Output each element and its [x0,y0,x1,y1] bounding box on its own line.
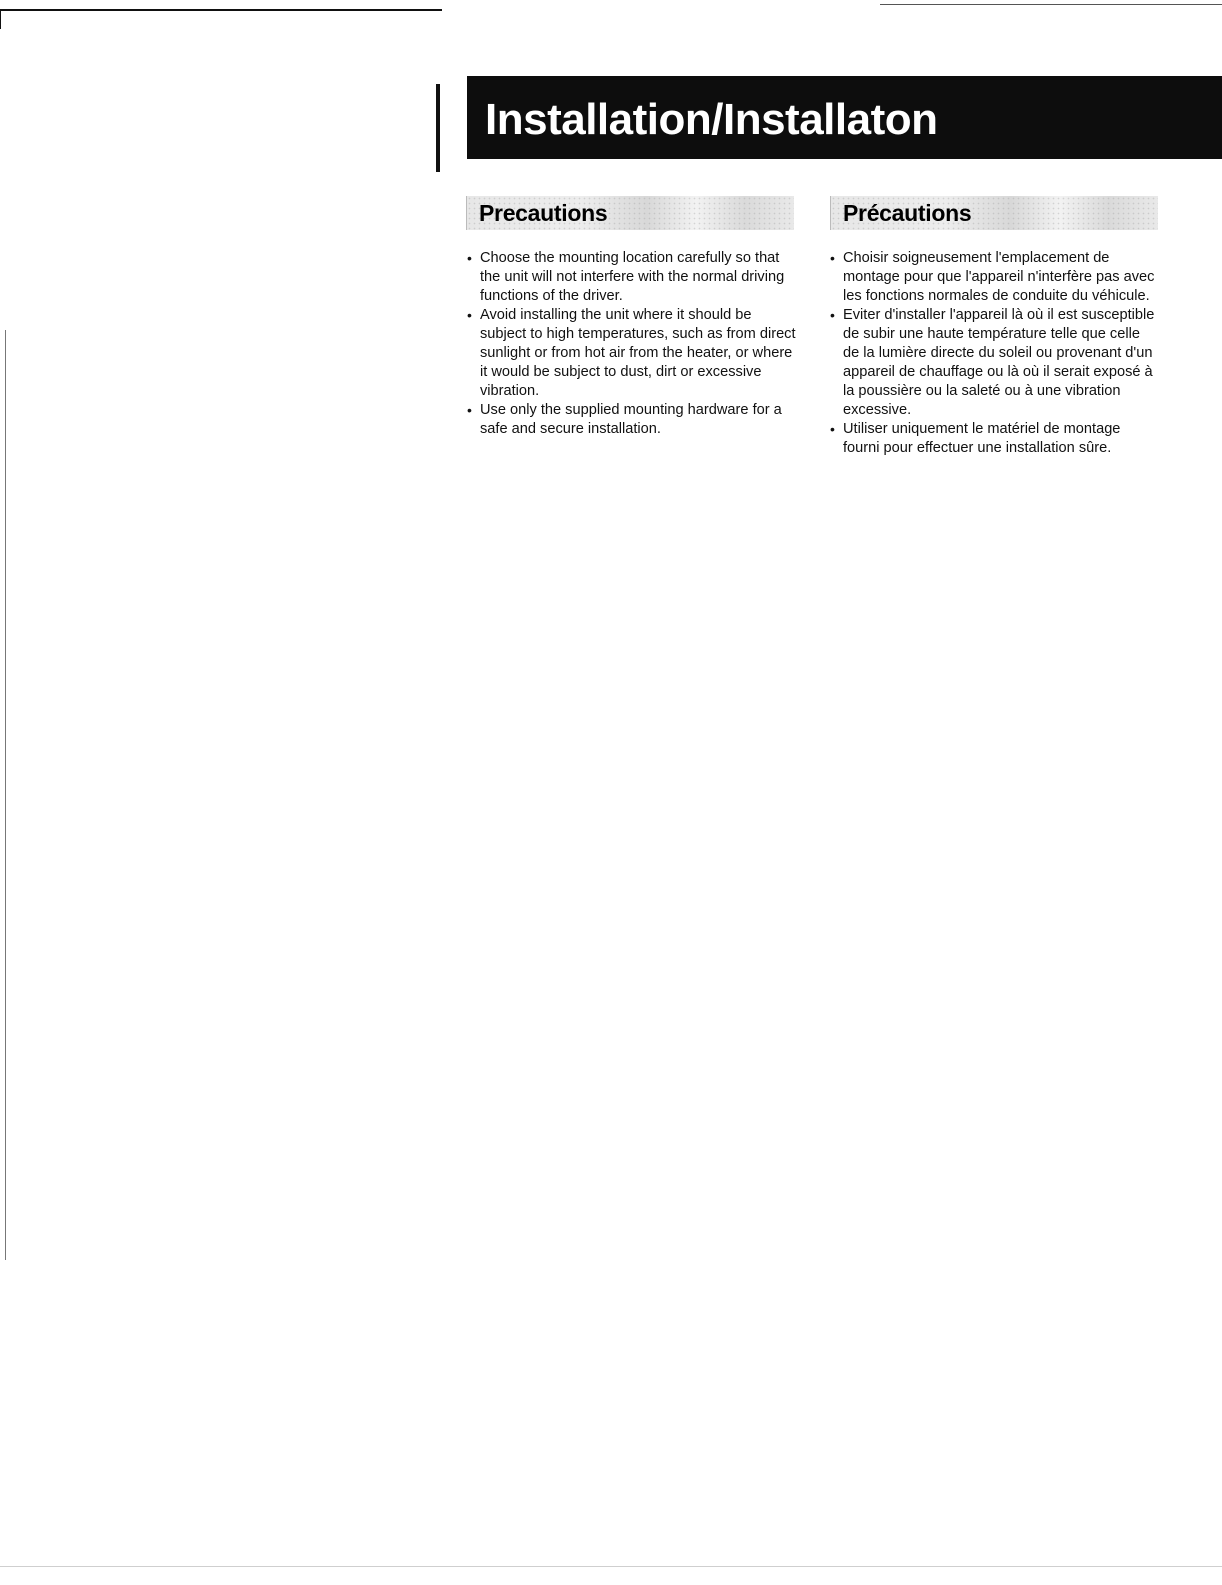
list-item [830,249,1160,306]
list-item [830,420,1160,458]
left-edge-line [5,330,6,1260]
list-item [467,249,797,306]
top-left-rule [0,9,442,11]
page-title: Installation/Installaton [485,95,938,144]
bullet-icon: • [830,307,835,323]
list-item [467,306,797,401]
precautions-list-en [467,249,797,439]
header-band [467,76,1222,159]
bullet-icon: • [467,307,472,323]
list-item-text: Choisir soigneusement l'emplacement de montage pour que l'appareil n'interfère pas avec les fonctions normales de conduite du véhicule. [843,250,1155,304]
precautions-list-fr [830,249,1160,458]
list-item-text: Eviter d'installer l'appareil là où il est susceptible de subir une haute température telle que celle de la lumière directe du soleil ou provenant d'un appareil de chauffage ou là où il serait exposé à la poussière ou la saleté ou à une vibration excessive. [843,307,1155,418]
top-left-corner-rule [0,9,1,29]
section-heading-bar-en [466,196,794,230]
section-marker-bar [436,84,440,172]
list-item-text: Utiliser uniquement le matériel de montage fourni pour effectuer une installation sûre. [843,421,1121,456]
list-item [467,401,797,439]
bullet-icon: • [830,250,835,266]
list-item [830,306,1160,420]
section-heading-bar-fr [830,196,1158,230]
section-heading-fr: Précautions [843,200,972,226]
list-item-text: Use only the supplied mounting hardware for a safe and secure installation. [480,402,782,437]
bottom-edge-line [0,1566,1222,1567]
list-item-text: Choose the mounting location carefully so that the unit will not interfere with the normal driving functions of the driver. [480,250,785,304]
bullet-icon: • [467,402,472,418]
bullet-icon: • [830,421,835,437]
section-heading-en: Precautions [479,200,608,226]
list-item-text: Avoid installing the unit where it should be subject to high temperatures, such as from direct sunlight or from hot air from the heater, or where it would be subject to dust, dirt or excessive vibration. [480,307,796,399]
bullet-icon: • [467,250,472,266]
top-right-rule [880,4,1222,5]
